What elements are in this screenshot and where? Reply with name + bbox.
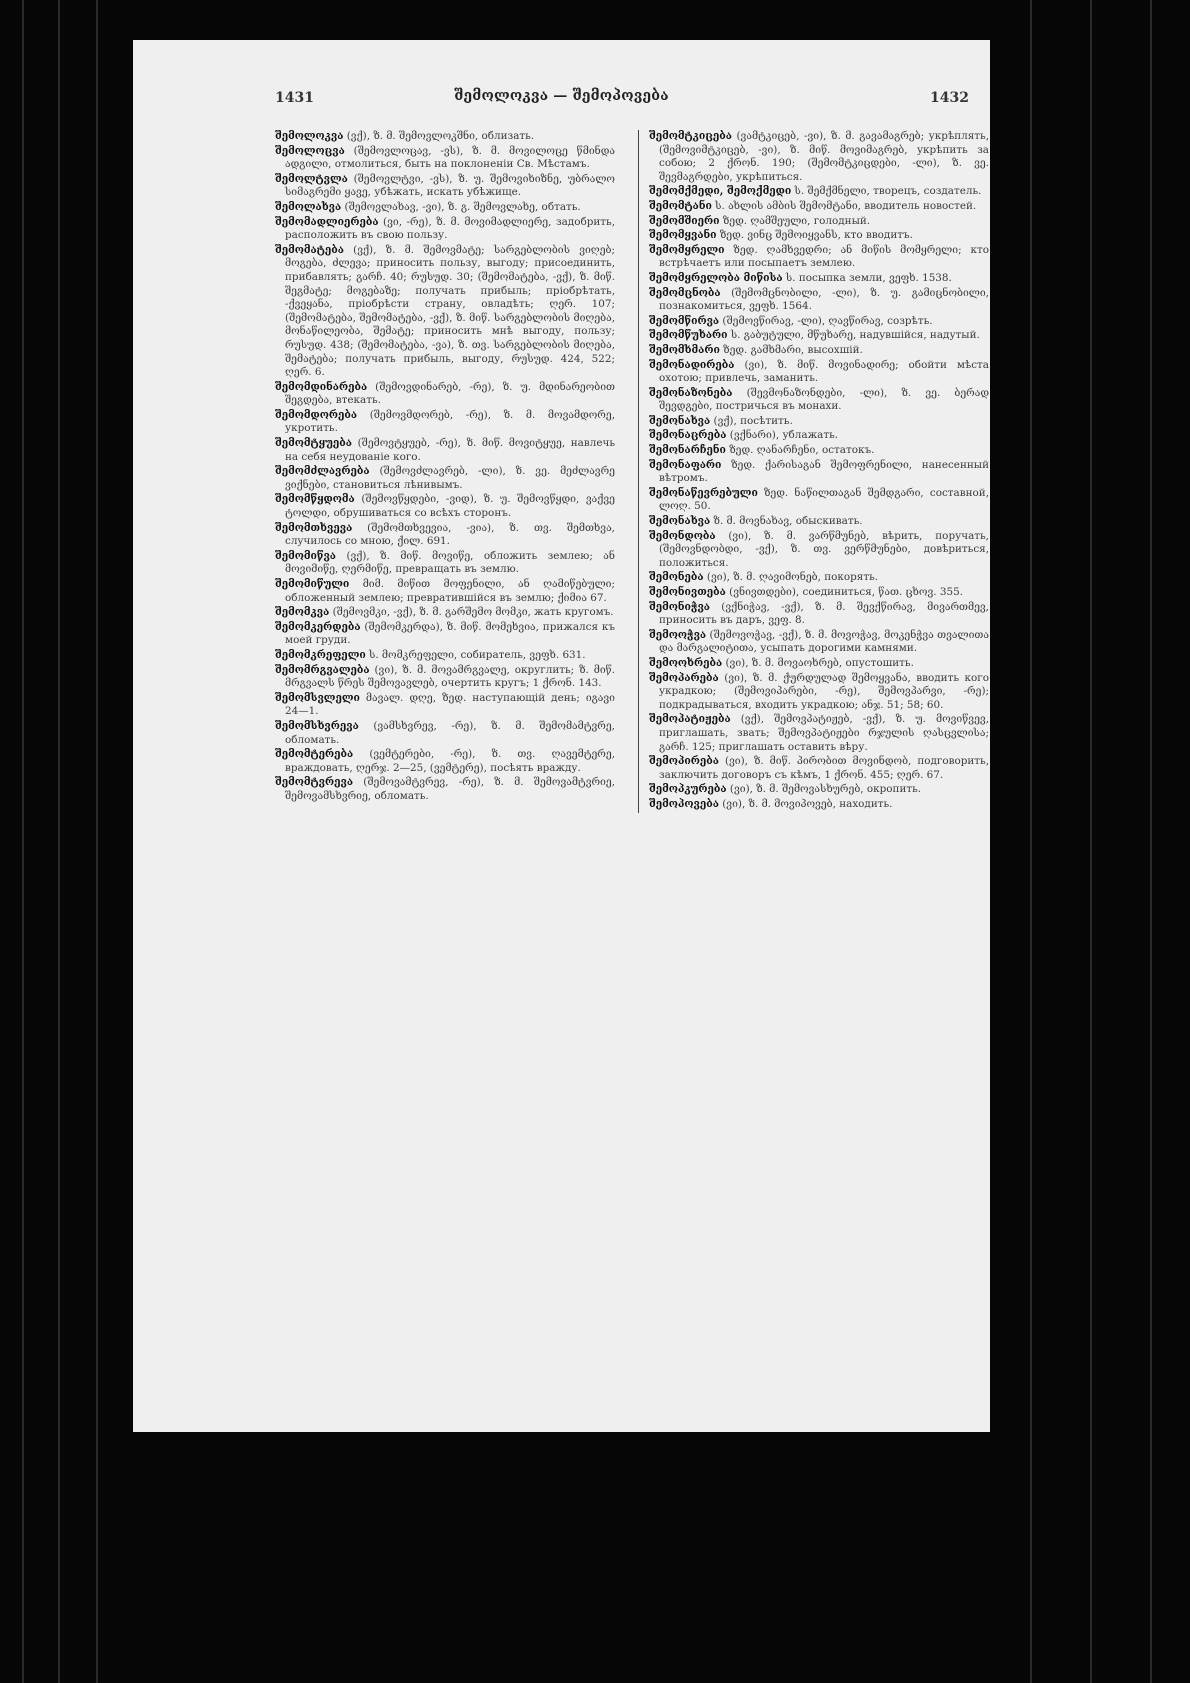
entry-definition: (შემოვტყუებ, -რე), ზ. მიწ. მოვიტყუე, навлечь на себя неудованіе кого. [285,437,615,463]
entry-headword: შემონება [649,571,704,584]
dictionary-entry [275,748,615,775]
dictionary-entry [275,522,615,549]
entry-definition: (შემოვდინარებ, -რე), ზ. უ. მდინარეობით შეგდება, втекать. [285,380,615,407]
entry-definition: (შემოვლტვი, -ვს), ზ. უ. შემოვიხიზნე, უბრალო სიმაგრემი ყავე, убѣжать, искать убѣжище. [285,172,615,199]
entry-definition: ზ. მ. მოვნახავ, обыскивать. [713,515,863,528]
entry-definition: (შემოვოჭავ, -ვქ), ზ. მ. მოვოჭავ, მოკენჭვა თვალითა და მარგალიტითა, усыпать дорогими камнями. [659,628,989,655]
entry-headword: შემოლახვა [275,200,342,213]
entry-definition: (ვქ), посѣтить. [713,414,793,427]
dictionary-entry [649,487,989,514]
entry-headword: შემონაცრება [649,429,727,442]
entry-headword: შემოლოცვა [275,144,345,157]
entry-definition: (ვი), ზ. მიწ. პირობით მოვინდობ, подговорить, заключить договоръ съ кѣмъ, 1 ქრონ. 455; ღერ. 67. [659,755,990,781]
dictionary-entry [275,550,615,577]
dictionary-entry [649,657,989,671]
film-stripe [1030,0,1032,1683]
entry-headword: შემომატება [275,243,344,256]
entry-headword: შემონახვა [649,414,711,427]
right-column [638,130,989,813]
entry-headword: შემომყრელობა მიწისა [649,271,783,284]
entry-headword: შემოპარება [649,671,719,684]
entry-definition: (ვი), ზ. მ. მოვაოხრებ, опустошить. [725,656,914,669]
dictionary-page [133,40,990,1432]
dictionary-entry [649,315,989,329]
entry-definition: (შემოვამტვრევ, -რე), ზ. მ. შემოვამტვრიე, შემოვამსხვრიე, обломать. [285,776,615,802]
entry-definition: ზედ. ნაწილთაგან შემდგარი, составной, ლოღ. 50. [659,486,989,513]
dictionary-entry [275,776,615,803]
dictionary-entry [649,185,989,199]
dictionary-entry [275,145,615,172]
entry-definition: (ვქ), შემოვპატიჟებ, -ვქ), ზ. უ. მოვიწვევ, приглашать, звать; შემოვპატიჟები რჯულის ღასცვლისა; გარჩ. 125; приглашать оставить вѣру. [659,713,989,753]
entry-headword: შემოპკურება [649,783,727,796]
dictionary-entry [649,200,989,214]
entry-headword: შემომიწული [275,578,350,590]
entry-headword: შემომრგვალება [275,663,370,676]
entry-definition: (ვქ), ზ. მ. შემოვლოკშნი, облизать. [346,130,535,142]
entry-headword: შემომწყდომა [275,493,355,506]
entry-headword: შემომტანი [649,199,712,212]
entry-headword: შემომცნობა [649,286,721,299]
entry-headword: შემომყრელი [649,243,725,256]
dictionary-entry [275,578,615,605]
entry-headword: შემომტკიცება [649,130,732,142]
entry-headword: შემონაფარი [649,458,722,471]
entry-headword: შემონარჩენი [649,444,726,457]
entry-definition: (შემომთხვევია, -ვია), ზ. თვ. შემთხვა, случилось со мною, ქილ. 691. [285,521,615,548]
dictionary-entry [649,329,989,343]
film-stripe [22,0,24,1683]
entry-definition: (ვი), ზ. მიწ. მოვინადირე; обойти мѣста охотою; привлечь, заманить. [659,358,989,385]
dictionary-entry [275,130,615,144]
entry-definition: ზედ. გამხმარი, высохшій. [723,343,863,356]
entry-definition: (ვი), ზ. მ. მოვიპოვებ, находить. [722,797,893,810]
entry-headword: შემომსვლელი [275,691,360,704]
entry-definition: (შემოვძლავრებ, -ლი), ზ. ვე. მეძლავრე ვიქნები, становиться лѣнивымъ. [285,465,615,491]
dictionary-entry [649,415,989,429]
dictionary-entry [649,387,989,414]
dictionary-entry [649,344,989,358]
entry-headword: შემოლტვლა [275,172,348,185]
entry-definition: ს. გაბუტული, მწუხარე, надувшійся, надутый. [730,329,980,342]
dictionary-entry [275,720,615,747]
dictionary-entry [649,586,989,600]
entry-definition: (ვქნარი), ублажать. [729,429,839,442]
dictionary-entry [649,272,989,286]
dictionary-entry [275,621,615,648]
dictionary-entry [275,692,615,719]
entry-definition: ს. ახლის ამბის შემომტანი, вводитель новостей. [715,199,977,212]
entry-headword: შემომდორება [275,408,358,421]
running-head: შემოლოკვა — შემოპოვება [454,88,669,104]
entry-headword: შემომთხვევა [275,521,353,534]
entry-headword: შემოლოკვა [275,130,344,142]
entry-headword: შემოოხრება [649,656,723,669]
film-stripe [1090,0,1092,1683]
entry-headword: შემონდობა [649,529,716,542]
film-stripe [1150,0,1152,1683]
entry-headword: შემოპირება [649,755,719,768]
entry-headword: შემომკრეფელი [275,648,366,661]
dictionary-entry [649,601,989,628]
entry-headword: შემომშიერი [649,214,720,227]
entry-definition: (ვი), ზ. მ. მოვამრგვალე, округлить; ზ. მიწ. მრგვალს წრეს შემოვავლებ, очертить кругъ; 1 ქრონ. 143. [285,663,615,690]
entry-definition: (ვი), ზ. მ. შემოვასხურებ, окропить. [729,783,922,796]
film-stripe [58,0,60,1683]
dictionary-entry [275,649,615,663]
entry-headword: შემოპატიჟება [649,713,731,726]
entry-headword: შემონაზონება [649,386,733,399]
dictionary-entry [649,713,989,754]
entry-definition: ზედ. ღანარჩენი, остатокъ. [729,444,875,457]
entry-headword: შემონაწევრებული [649,486,758,499]
entry-definition: (შემოვწირავ, -ლი), ღავწირავ, созрѣть. [722,314,933,327]
dictionary-entry [275,437,615,464]
entry-headword: შემომწუხარი [649,329,728,342]
entry-definition: მიმ. მიწით მოფენილი, ან ღამიწებული; обложенный землею; превратившійся въ землю; ქიმია 67. [285,578,615,604]
dictionary-entry [275,465,615,492]
page-number-right: 1432 [930,90,969,106]
dictionary-entry [649,459,989,486]
entry-definition: (ვნივთდები), соединиться, წათ. ცხოვ. 355. [729,586,963,598]
entry-definition: (ვი, -რე), ზ. მ. მოვიმადლიერე, задобрить, расположить въ свою пользу. [285,215,615,242]
entry-headword: შემომკერდება [275,620,361,633]
entry-definition: (შევმონაზონდები, -ლი), ზ. ვე. ბერად შევდგები, постричься въ монахи. [659,386,989,413]
left-column [275,130,615,805]
entry-headword: შემომწირვა [649,314,720,327]
entry-definition: (შემოვწყდები, -ვიდ), ზ. უ. შემოვწყდი, ვაქვე ტოლდი, обрушиваться со всѣхъ сторонъ. [285,493,615,520]
entry-definition: (შემოვმკი, -ვქ), ზ. მ. გარშემო მომკი, жать кругомъ. [332,606,614,619]
entry-definition: (ვამტკიცებ, -ვი), ზ. მ. გავამაგრებ; укрѣплять, (შემოვიმტკიცებ, -ვი), ზ. მიწ. მოვიმაგრებ, укрѣпить за собою; 2 ქრონ. 190; (შემომტკიცდები, -ლი), ზ. ვე. შევმაგრდები, укрѣпиться. [659,130,989,183]
film-stripe [96,0,98,1683]
dictionary-entry [649,359,989,386]
entry-headword: შემომკვა [275,606,330,619]
dictionary-entry [649,130,989,184]
entry-definition: (შემომცნობილი, -ლი), ზ. უ. გამიცნობილი, познакомиться, ვეფხ. 1564. [659,286,989,313]
entry-headword: შემომიწვა [275,549,336,562]
dictionary-entry [649,672,989,713]
dictionary-entry [275,381,615,408]
dictionary-entry [649,229,989,243]
entry-headword: შემოპოვება [649,797,719,810]
dictionary-entry [275,201,615,215]
entry-headword: შემომძლავრება [275,465,370,478]
entry-headword: შემომქმედი, შემოქმედი [649,185,792,198]
entry-definition: (შემოვმდორებ, -რე), ზ. მ. მოვამდორე, укротить. [285,408,615,435]
entry-headword: შემომტვრევა [275,776,354,789]
dictionary-entry [649,629,989,656]
dictionary-entry [275,409,615,436]
dictionary-entry [275,493,615,520]
entry-headword: შემოოჭვა [649,628,707,641]
entry-headword: შემომტერება [275,748,354,761]
dictionary-entry [275,216,615,243]
entry-definition: (შემოვლახავ, -ვი), ზ. გ. შემოვლახე, обтать. [344,200,581,213]
dictionary-entry [275,244,615,380]
entry-definition: (შემომკერდა), ზ. მიწ. მომეხვია, прижался къ моей груди. [285,620,615,647]
entry-headword: შემონივთება [649,586,726,598]
dictionary-entry [649,515,989,529]
entry-definition: ზედ. ვინც შემოიყვანს, кто вводитъ. [719,229,913,242]
dictionary-entry [275,173,615,200]
entry-definition: (ვი), ზ. მ. ღავიმონებ, покорять. [706,571,879,584]
dictionary-entry [649,798,989,812]
entry-headword: შემონადირება [649,358,735,371]
entry-headword: შემომხმარი [649,343,720,356]
dictionary-entry [649,755,989,782]
entry-headword: შემომყვანი [649,229,717,242]
entry-definition: ზედ. ღამხვედრი; ან მიწის მომყრელი; кто встрѣчаетъ или посыпаетъ землею. [659,243,989,270]
page-number-left: 1431 [275,90,314,106]
entry-definition: ს. მომკრეფელი, собиратель, ვეფხ. 631. [369,648,586,661]
entry-definition: ს. посыпка земли, ვეფხ. 1538. [785,271,952,284]
entry-headword: შემონახვა [649,515,711,528]
entry-headword: შემომდინარება [275,380,368,393]
entry-definition: (ვი), ზ. მ. ქურდულად შემოყვანა, вводить кого украдкою; (შემოვიპარები, -რე), შემოვპარვი, -რე); подкрадываться, входить украдкою; ანჯ. 51; 58; 60. [659,671,989,711]
entry-headword: შემომტყუება [275,437,352,450]
dictionary-entry [649,215,989,229]
dictionary-entry [649,530,989,571]
entry-definition: (ვქ), ზ. მიწ. მოვიწე, обложить землею; ან მოვიმიწე, ღერმიწე, превращать въ землю. [285,549,615,576]
dictionary-entry [275,664,615,691]
dictionary-entry [649,429,989,443]
dictionary-entry [649,571,989,585]
dictionary-entry [649,287,989,314]
entry-definition: (ვი), ზ. მ. ვარწმუნებ, вѣрить, поручать, (შემოვნდობდი, -ვქ), ზ. თვ. ვერწმუნები, довѣриться, положиться. [659,529,989,569]
entry-headword: შემომსხვრევა [275,719,359,732]
entry-definition: (ვქ), ზ. მ. შემოვმატე; სარგებლობის ვიღებ; მოგება, ძლევა; приносить пользу, выгоду; присоединить, прибавлять; გარჩ. 40; რუსუდ. 30; (შემომატება, -ვქ), ზ. მიწ. შეგმატე; მოგებაზე; получать прибыль; пріобрѣтать, -ქვეყანა, пріобрѣсти страну, овладѣть; ღერ. 107; (შემომატება, შემომატება, -ვქ), ზ. მიწ. სარგებლობის მიღება, მონაწილეობა, შემატე; приносить мнѣ выгоду, пользу; რუსუდ. 438; (შემომატება, -ვა), ზ. თვ. სარგებლობის მიღება, შემატება; получать прибыль, выгоду, რუსუდ. 424, 522; ღერ. 6. [285,243,615,379]
entry-definition: ს. შემქმნელი, творецъ, создатель. [794,185,982,198]
dictionary-entry [649,444,989,458]
dictionary-entry [649,244,989,271]
entry-definition: (ვქნიჭავ, -ვქ), ზ. მ. შევქწირავ, მივართმევ, приносить въ даръ, ვეფ. 8. [659,600,989,627]
dictionary-entry [275,606,615,620]
entry-definition: ზედ. ქარისაგან შემოფრენილი, нанесенный вѣтромъ. [659,458,989,485]
entry-headword: შემომადლიერება [275,215,379,228]
entry-definition: ზედ. ღამშეული, голодный. [722,214,871,227]
entry-definition: (შემოვლოცავ, -ვს), ზ. მ. მოვილოცე წმინდა ადგილი, отмолиться, быть на поклоненіи Св. Мѣстамъ. [285,144,615,171]
entry-definition: მავალ. დღე, ზედ. наступающій день; იგავი 24—1. [285,691,615,718]
entry-definition: (ვემტერები, -რე), ზ. თვ. ღავემტერე, враждовать, ღერჯ. 2—25, (ვემტერე), посѣять вражду. [285,748,615,774]
entry-headword: შემონიჭვა [649,600,710,613]
dictionary-entry [649,783,989,797]
entry-definition: (ვამსხვრევ, -რე), ზ. მ. შემომამტვრე, обломать. [285,719,615,746]
